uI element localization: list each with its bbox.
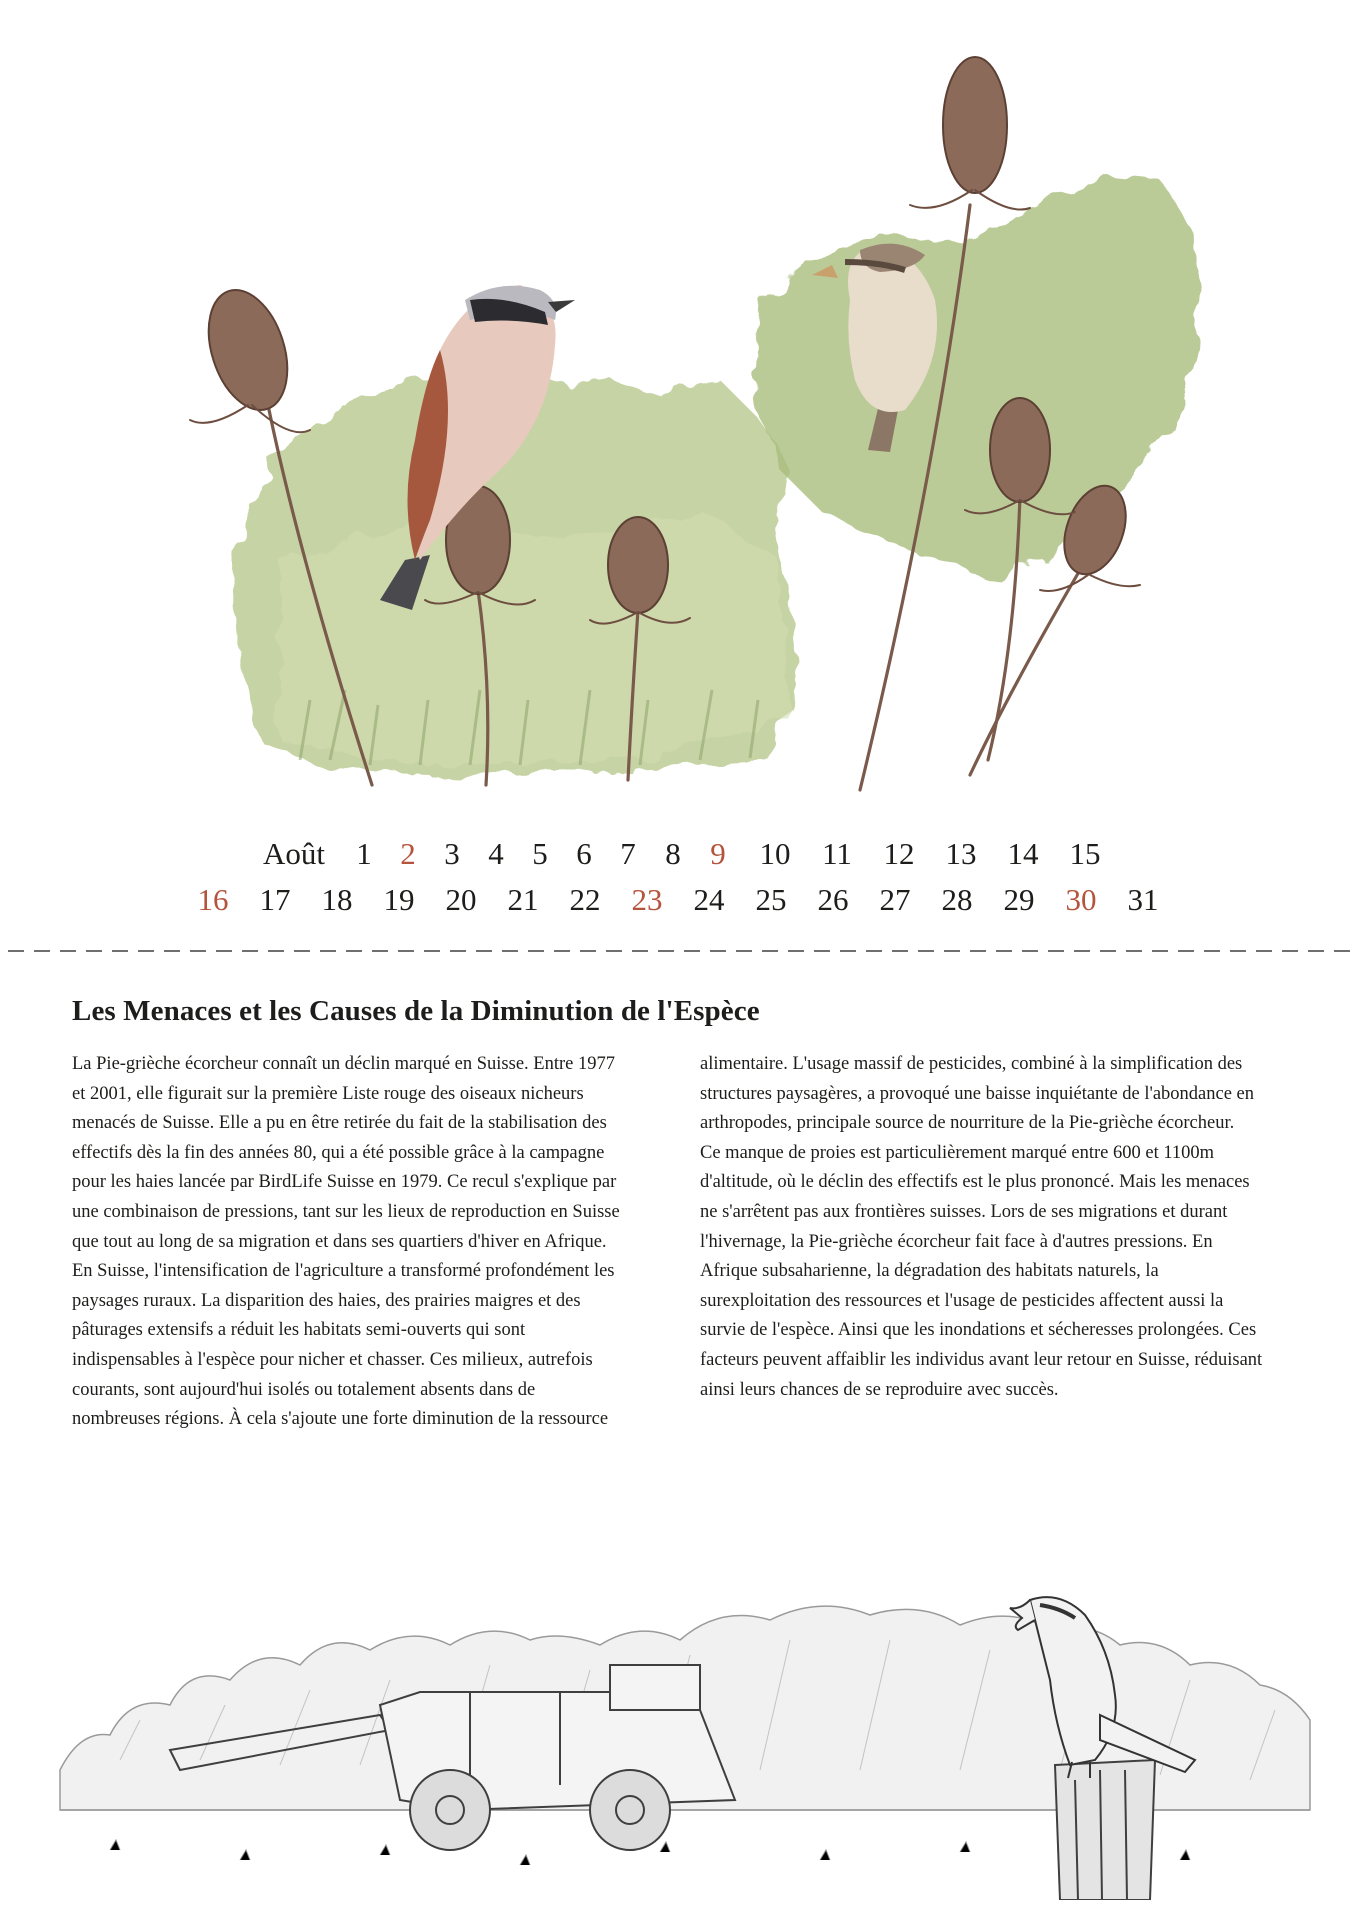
article-line: paysages ruraux. La disparition des haies, des prairies maigres et des: [72, 1290, 581, 1311]
article-line: arthropodes, principale source de nourriture de la Pie-grièche écorcheur.: [700, 1113, 1235, 1134]
article-line: Afrique subsaharienne, la dégradation des habitats naturels, la: [700, 1261, 1159, 1282]
article-column-left: [72, 1050, 672, 1435]
calendar-day: 15: [1069, 836, 1101, 871]
article-line: nombreuses régions. À cela s'ajoute une forte diminution de la ressource: [72, 1409, 609, 1430]
article-line: pâturages extensifs a réduit les habitats semi-ouverts qui sont: [72, 1320, 526, 1341]
article-line: une combinaison de pressions, tant sur les lieux de reproduction en Suisse: [72, 1201, 620, 1222]
article-line: pour les haies lancée par BirdLife Suisse en 1979. Ce recul s'explique par: [72, 1172, 617, 1193]
calendar-day: 22: [569, 882, 601, 917]
calendar-day-sunday: 9: [710, 836, 726, 871]
calendar-day: 4: [488, 836, 504, 871]
article-line: ne s'arrêtent pas aux frontières suisses. Lors de ses migrations et durant: [700, 1201, 1228, 1222]
article-line: d'altitude, où le déclin des effectifs est le plus prononcé. Mais les menaces: [700, 1172, 1250, 1193]
calendar-day: 31: [1127, 882, 1159, 917]
article-line: surexploitation des ressources et l'usage de pesticides affectent aussi la: [700, 1290, 1224, 1311]
article-line: effectifs dès la fin des années 80, qui a été possible grâce à la campagne: [72, 1142, 605, 1163]
calendar-day: 21: [507, 882, 539, 917]
calendar-week-2: [0, 870, 1358, 930]
article-line: survie de l'espèce. Ainsi que les inondations et sécheresses prolongées. Ces: [700, 1320, 1257, 1341]
calendar-day: 26: [817, 882, 849, 917]
calendar-day: 27: [879, 882, 911, 917]
calendar-day: 19: [383, 882, 415, 917]
calendar-day: 12: [883, 836, 915, 871]
calendar-day: 1: [356, 836, 372, 871]
green-wash-left-light: [280, 510, 790, 765]
article-line: menacés de Suisse. Elle a pu en être retirée du fait de la stabilisation des: [72, 1113, 607, 1134]
article-line: alimentaire. L'usage massif de pesticides, combiné à la simplification des: [700, 1054, 1243, 1074]
pencil-sketch-illustration: [0, 1480, 1358, 1900]
article-line: et 2001, elle figurait sur la première Liste rouge des oiseaux nicheurs: [72, 1083, 584, 1104]
calendar-day-sunday: 16: [197, 882, 229, 917]
calendar-day: 3: [444, 836, 460, 871]
calendar-day: 25: [755, 882, 787, 917]
article-line: En Suisse, l'intensification de l'agriculture a transformé profondément les: [72, 1261, 615, 1282]
article-line: que tout au long de sa migration et dans ses quartiers d'hiver en Afrique.: [72, 1231, 607, 1252]
article-line: ainsi leurs chances de se reproduire avec succès.: [700, 1379, 1059, 1400]
calendar-month: Août: [263, 836, 325, 871]
calendar-day: 13: [945, 836, 977, 871]
green-wash-right: [755, 175, 1200, 580]
article-line: indispensables à l'espèce pour nicher et chasser. Ces milieux, autrefois: [72, 1349, 593, 1370]
article-line: structures paysagères, a provoqué une baisse inquiétante de l'abondance en: [700, 1083, 1255, 1104]
article-line: Ce manque de proies est particulièrement marqué entre 600 et 1100m: [700, 1142, 1215, 1163]
calendar-day: 10: [759, 836, 791, 871]
calendar-day-sunday: 23: [631, 882, 663, 917]
calendar-day-sunday: 30: [1065, 882, 1097, 917]
article-column-right: [700, 1050, 1280, 1405]
dashed-cut-line: [0, 949, 1358, 953]
article-line: La Pie-grièche écorcheur connaît un déclin marqué en Suisse. Entre 1977: [72, 1054, 615, 1074]
calendar-day: 14: [1007, 836, 1039, 871]
calendar-day: 28: [941, 882, 973, 917]
article-line: courants, sont aujourd'hui isolés ou totalement absents dans de: [72, 1379, 536, 1400]
calendar-day: 20: [445, 882, 477, 917]
calendar-day: 18: [321, 882, 353, 917]
calendar-day: 7: [620, 836, 636, 871]
calendar-day: 8: [665, 836, 681, 871]
calendar-day: 29: [1003, 882, 1035, 917]
calendar-day: 11: [822, 836, 852, 871]
calendar-day: 24: [693, 882, 725, 917]
article-line: l'hivernage, la Pie-grièche écorcheur fait face à d'autres pressions. En: [700, 1231, 1213, 1252]
article-line: facteurs peuvent affaiblir les individus avant leur retour en Suisse, réduisant: [700, 1349, 1263, 1370]
calendar-day: 6: [576, 836, 592, 871]
calendar-day: 17: [259, 882, 291, 917]
watercolor-illustration: [0, 0, 1358, 800]
fence-post-sketch: [1055, 1760, 1155, 1900]
article-title: Les Menaces et les Causes de la Diminution de l'Espèce: [72, 995, 760, 1027]
calendar-day-sunday: 2: [400, 836, 416, 871]
calendar-day: 5: [532, 836, 548, 871]
